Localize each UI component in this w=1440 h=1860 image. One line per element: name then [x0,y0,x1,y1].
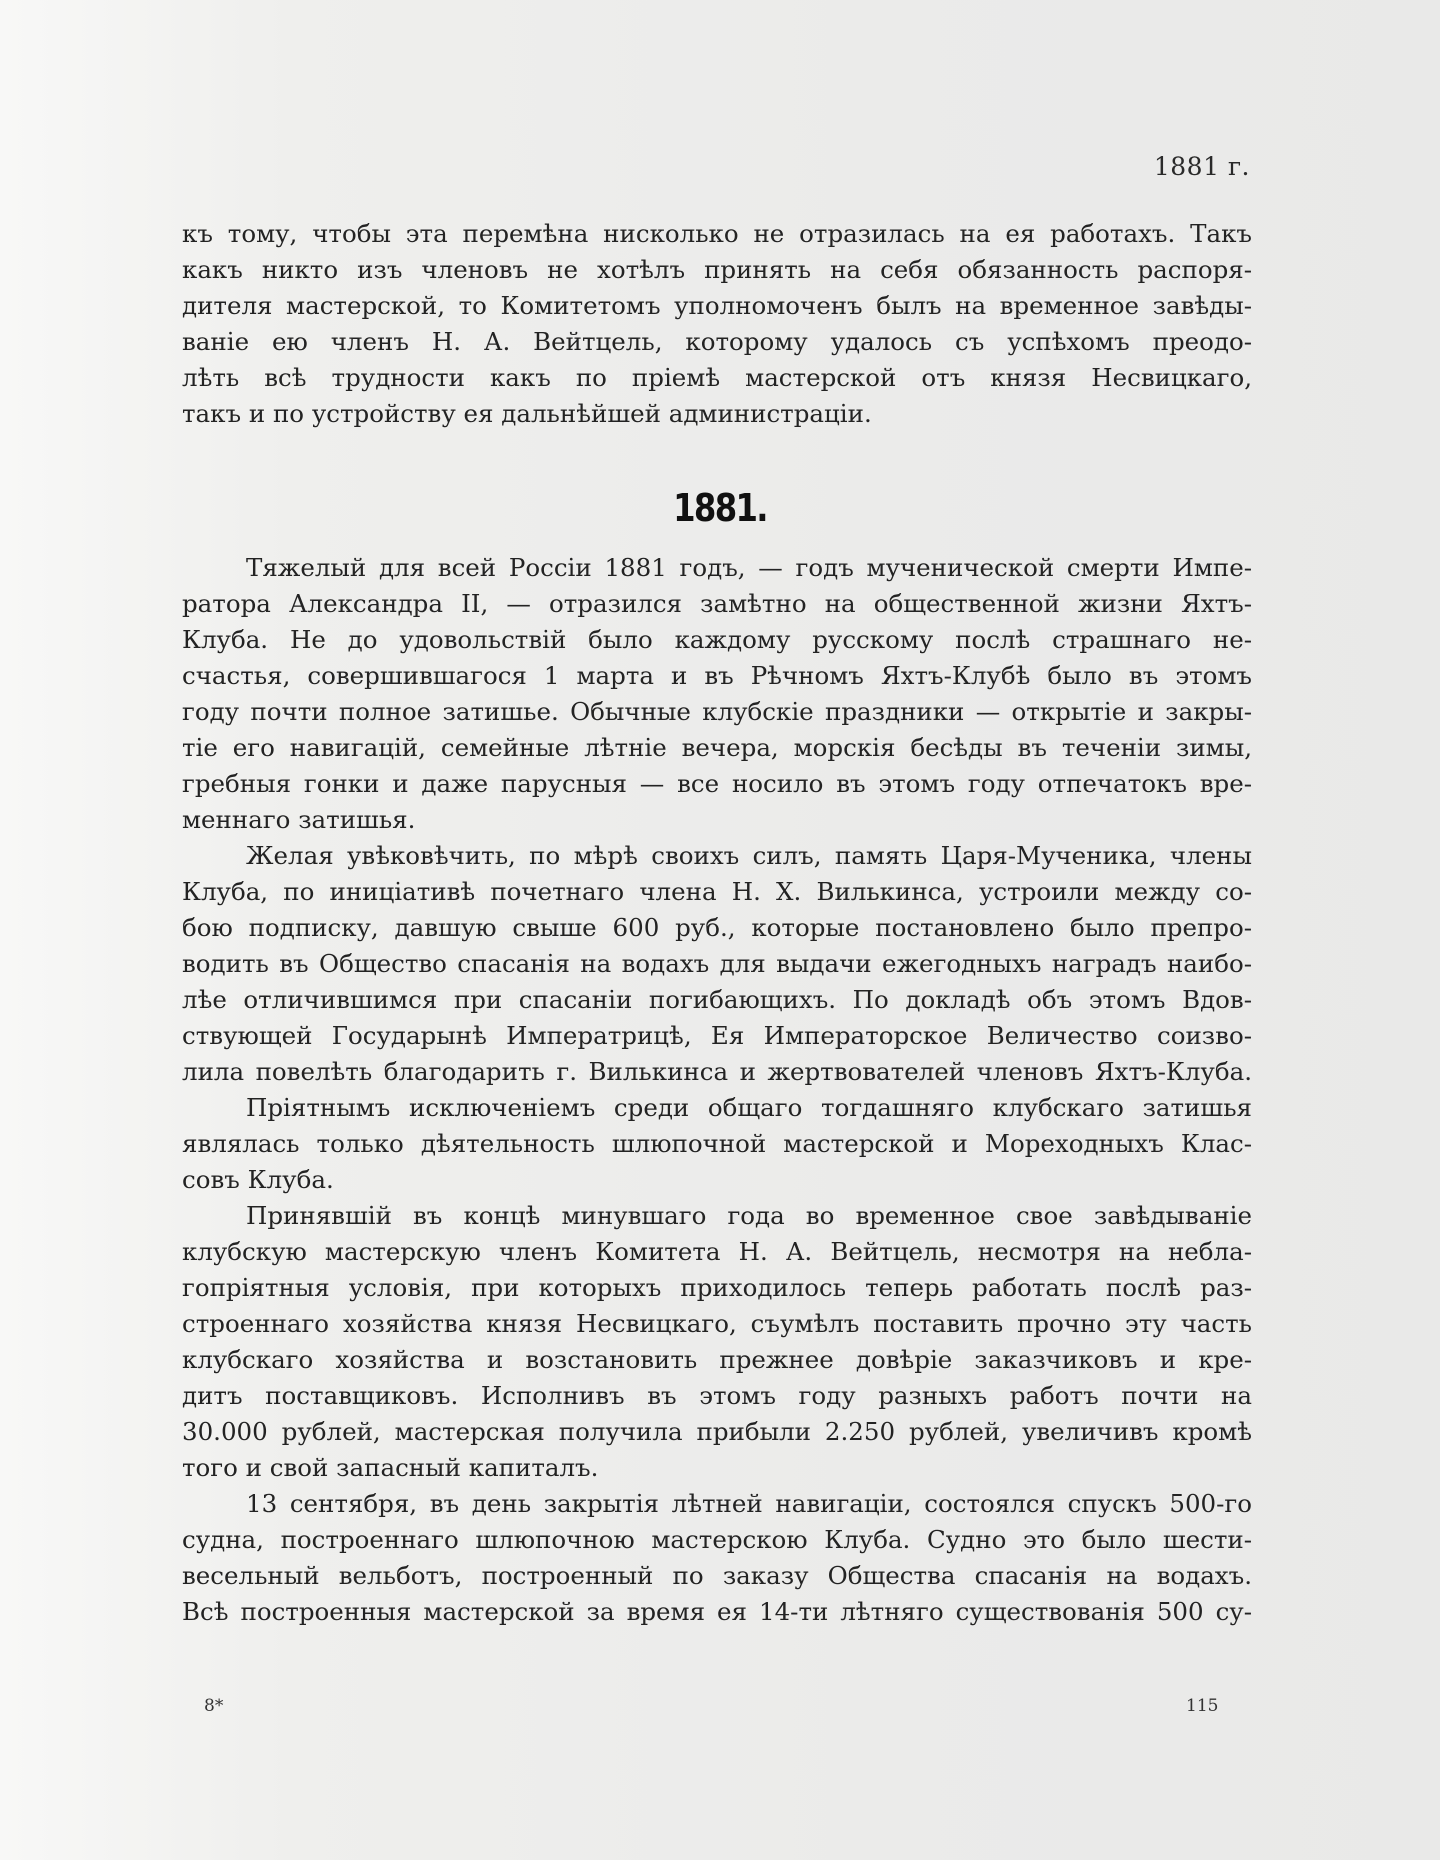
section-heading-year: 1881. [673,486,767,530]
paragraph-1 [182,550,1252,838]
text-line: лѣе отличившимся при спасаніи погибающихъ. По докладѣ объ этомъ Вдов- [182,985,1252,1014]
text-line: тіе его навигацій, семейные лѣтніе вечера, морскія бесѣды въ теченіи зимы, [182,733,1252,762]
paragraph-3 [182,1090,1252,1198]
text-line: дителя мастерской, то Комитетомъ уполномоченъ былъ на временное завѣды- [182,291,1252,320]
text-line: Клуба. Не до удовольствій было каждому русскому послѣ страшнаго не- [182,625,1252,654]
text-line: судна, построеннаго шлюпочною мастерскою Клуба. Судно это было шести- [182,1525,1252,1554]
section-body [182,550,1252,1630]
text-line: Всѣ построенныя мастерской за время ея 14-ти лѣтняго существованія 500 су- [182,1597,1252,1626]
text-line: гребныя гонки и даже парусныя — все носило въ этомъ году отпечатокъ вре- [182,769,1252,798]
text-line: Тяжелый для всей Россіи 1881 годъ, — годъ мученической смерти Импе- [246,553,1252,582]
text-line: ратора Александра II, — отразился замѣтно на общественной жизни Яхтъ- [182,589,1252,618]
text-line: лѣть всѣ трудности какъ по пріемѣ мастерской отъ князя Несвицкаго, [182,363,1252,392]
text-line: Клуба, по иниціативѣ почетнаго члена Н. Х. Вилькинса, устроили между со- [182,877,1252,906]
text-line: бою подписку, давшую свыше 600 руб., которые постановлено было препро- [182,913,1252,942]
text-line: являлась только дѣятельность шлюпочной мастерской и Мореходныхъ Клас- [182,1129,1252,1158]
text-line: 30.000 рублей, мастерская получила прибыли 2.250 рублей, увеличивъ кромѣ [182,1417,1252,1446]
text-line: лила повелѣть благодарить г. Вилькинса и жертвователей членовъ Яхтъ-Клуба. [182,1057,1252,1086]
text-line: году почти полное затишье. Обычные клубскіе праздники — открытіе и закры- [182,697,1252,726]
text-line: ствующей Государынѣ Императрицѣ, Ея Императорское Величество соизво- [182,1021,1252,1050]
text-line: гопріятныя условія, при которыхъ приходилось теперь работать послѣ раз- [182,1273,1252,1302]
text-line: 13 сентября, въ день закрытія лѣтней навигаціи, состоялся спускъ 500-го [246,1489,1252,1518]
page-number: 115 [1186,1696,1219,1716]
continued-paragraph [182,216,1252,432]
text-line: какъ никто изъ членовъ не хотѣлъ принять на себя обязанность распоря- [182,255,1252,284]
text-line: строеннаго хозяйства князя Несвицкаго, съумѣлъ поставить прочно эту часть [182,1309,1252,1338]
signature-mark: 8* [204,1696,224,1716]
text-line: такъ и по устройству ея дальнѣйшей администраціи. [182,399,872,428]
text-line: меннаго затишья. [182,805,416,834]
text-line: клубскую мастерскую членъ Комитета Н. А. Вейтцель, несмотря на небла- [182,1237,1252,1266]
text-line: счастья, совершившагося 1 марта и въ Рѣчномъ Яхтъ-Клубѣ было въ этомъ [182,661,1252,690]
paragraph-5 [182,1486,1252,1630]
running-head: 1881 г. [1153,152,1250,181]
text-line: Желая увѣковѣчить, по мѣрѣ своихъ силъ, память Царя-Мученика, члены [246,841,1252,870]
text-line: Принявшій въ концѣ минувшаго года во временное свое завѣдываніе [246,1201,1252,1230]
text-line: ваніе ею членъ Н. А. Вейтцель, которому удалось съ успѣхомъ преодо- [182,327,1252,356]
text-line: водить въ Общество спасанія на водахъ для выдачи ежегодныхъ наградъ наибо- [182,949,1252,978]
text-line: того и свой запасный капиталъ. [182,1453,599,1482]
text-line: дитъ поставщиковъ. Исполнивъ въ этомъ году разныхъ работъ почти на [182,1381,1252,1410]
paragraph-2 [182,838,1252,1090]
text-line: совъ Клуба. [182,1165,334,1194]
text-line: къ тому, чтобы эта перемѣна нисколько не отразилась на ея работахъ. Такъ [182,219,1252,248]
text-line: весельный вельботъ, построенный по заказу Общества спасанія на водахъ. [182,1561,1252,1590]
text-line: Пріятнымъ исключеніемъ среди общаго тогдашняго клубскаго затишья [246,1093,1252,1122]
paragraph-4 [182,1198,1252,1486]
text-line: клубскаго хозяйства и возстановить прежнее довѣріе заказчиковъ и кре- [182,1345,1252,1374]
